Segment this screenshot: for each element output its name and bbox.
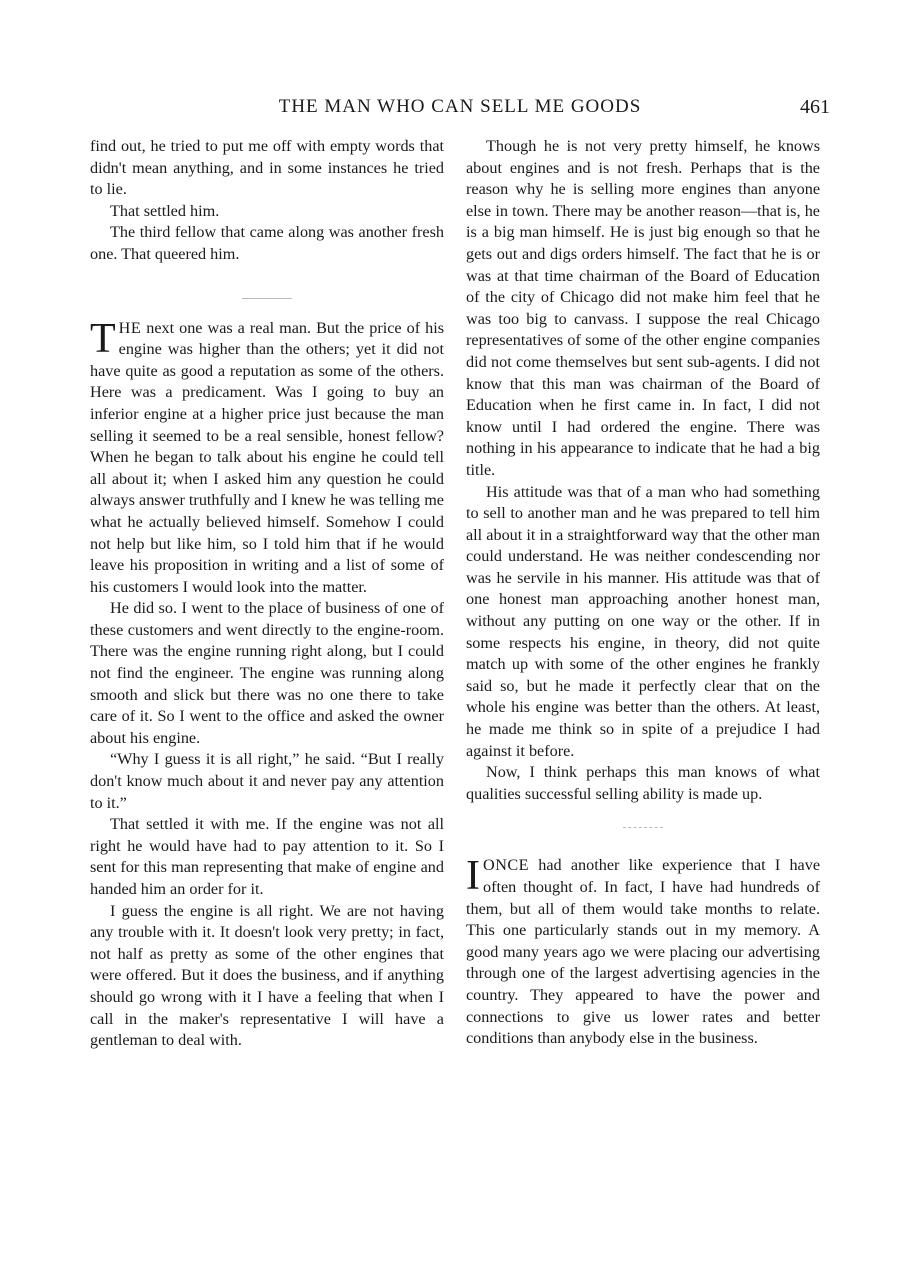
- paragraph-with-dropcap: [466, 855, 820, 1049]
- paragraph-text: next one was a real man. But the price of his engine was higher than the others; yet it did not have quite as good a reputation as some of the others. Here was a predicament. Was I going to buy an inferior engine at a higher price just because the man selling it seemed to be a real sensible, honest fellow? When he began to talk about his engine he could tell all about it; when I asked him any question he could always answer truthfully and I knew he was telling me what he actually believed himself. Somehow I could not help but like him, so I told him that if he would leave his proposition in writing and a list of some of his customers I would look into the matter.: [90, 318, 444, 596]
- paragraph: His attitude was that of a man who had something to sell to another man and he was prepared to tell him all about it in a straightforward way that the other man could understand. He was neither condescending nor was he servile in his manner. His attitude was that of one honest man approaching another honest man, without any putting on one way or the other. If in some respects his engine, in theory, did not quite match up with some of the other engines he frankly said so, but he made it perfectly clear that on the whole his engine was better than the others. At least, he made me think so in spite of a prejudice I had against it before.: [466, 482, 820, 760]
- small-caps-lead: HE: [118, 318, 142, 337]
- paragraph: He did so. I went to the place of business of one of these customers and went directly to the engine-room. There was the engine running right along, but I could not find the engineer. The engine was running along smooth and slick but there was no one there to take care of it. So I went to the office and asked the owner about his engine.: [90, 599, 444, 747]
- right-column: [466, 136, 820, 1050]
- left-column: [90, 136, 444, 1052]
- paragraph: That settled him.: [110, 201, 220, 220]
- paragraph: Now, I think perhaps this man knows of what qualities successful selling ability is made up.: [466, 763, 820, 803]
- paragraph-text: had another like experience that I have often thought of. In fact, I have had hundreds of them, but all of them would take months to relate. This one particularly stands out in my memory. A good many years ago we were placing our advertising through one of the largest advertising agencies in the country. They appeared to have the power and connections to give us lower rates and better conditions than anybody else in the business.: [466, 856, 820, 1048]
- running-title: THE MAN WHO CAN SELL ME GOODS: [278, 96, 642, 117]
- drop-cap: I: [466, 853, 480, 900]
- page-number: 461: [800, 96, 830, 118]
- paragraph: find out, he tried to put me off with empty words that didn't mean anything, and in some instances he tried to lie.: [90, 137, 444, 199]
- small-caps-lead: ONCE: [483, 856, 530, 875]
- paragraph-with-dropcap: [90, 315, 444, 599]
- paragraph: Though he is not very pretty himself, he knows about engines and is not fresh. Perhaps that is the reason why he is selling more engines than anyone else in town. There may be another reason—that is, he is a big man himself. He is just big enough so that he gets out and digs orders himself. The fact that he is or was at that time chairman of the Board of Education of the city of Chicago did not make him feel that he was too big to canvass. I suppose the real Chicago representatives of some of the other engine companies did not come themselves but sent sub-agents. I did not know that this man was chairman of the Board of Education when he first came in. In fact, I did not know until I had ordered the engine. There was nothing in his appearance to indicate that he had a big title.: [466, 137, 820, 479]
- paragraph: “Why I guess it is all right,” he said. “But I really don't know much about it and never pay any attention to it.”: [90, 750, 444, 812]
- paragraph: The third fellow that came along was another fresh one. That queered him.: [90, 223, 444, 263]
- paragraph: That settled it with me. If the engine was not all right he would have had to pay attention to it. So I sent for this man representing that make of engine and handed him an order for it.: [90, 815, 444, 898]
- page-header: [90, 94, 830, 120]
- paragraph: I guess the engine is all right. We are not having any trouble with it. It doesn't look very pretty; in fact, not half as pretty as some of the other engines that were offered. But it does the business, and if anything should go wrong with it I have a feeling that when I call in the maker's representative I will have a gentleman to deal with.: [90, 901, 444, 1050]
- drop-cap: T: [90, 315, 116, 362]
- section-divider: [90, 266, 444, 318]
- section-divider: [466, 805, 820, 855]
